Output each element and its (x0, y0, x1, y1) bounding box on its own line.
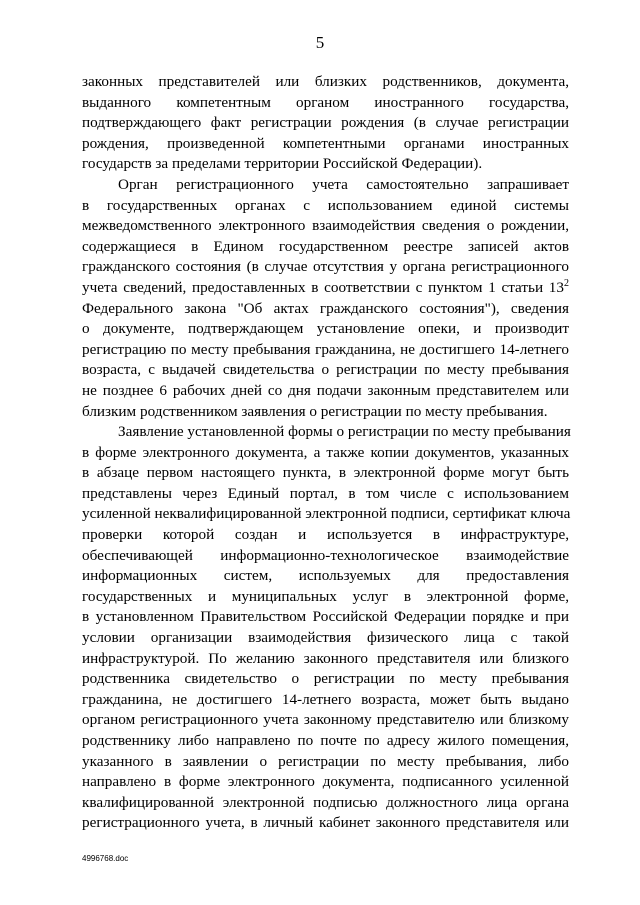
text-line: возраста, с выдачей свидетельства о регистрации по месту пребывания (82, 361, 569, 379)
text-line: квалифицированной электронной подписью должностного лица органа (82, 793, 569, 811)
paragraph-3 (82, 422, 569, 834)
text-line: подтверждающего факт регистрации рождения (в случае регистрации (82, 114, 569, 132)
text-line: близким родственником заявления о регистрации по месту пребывания. (82, 402, 548, 420)
text-line: государств за пределами территории Российской Федерации). (82, 155, 483, 173)
text-line: родственника свидетельство о регистрации по месту пребывания (82, 670, 569, 688)
text-line: гражданина, не достигшего 14-летнего возраста, может быть выдано (82, 690, 569, 708)
paragraph-2 (82, 175, 569, 422)
text-line: гражданского состояния (в случае отсутствия у органа регистрационного (82, 258, 569, 276)
text-line: о документе, подтверждающем установление опеки, и производит (82, 320, 569, 338)
text-line: направлено в форме электронного документа, подписанного усиленной (82, 773, 569, 791)
text-line: информационных систем, используемых для предоставления (82, 567, 569, 585)
text-line: органом регистрационного учета законному представителю или близкому (82, 711, 569, 729)
document-filename: 4996768.doc (82, 854, 129, 863)
text-line: родственнику либо направлено по почте по адресу жилого помещения, (82, 732, 569, 749)
article-superscript: 2 (564, 277, 569, 289)
text-line: Федерального закона "Об актах гражданского состояния"), сведения (82, 299, 569, 317)
text-line: проверки которой создан и используется в инфраструктуре, (82, 526, 569, 544)
text-line: регистрацию по месту пребывания гражданина, не достигшего 14-летнего (82, 340, 569, 358)
text-line: регистрационного учета, в личный кабинет законного представителя или (82, 814, 569, 832)
text-line: законных представителей или близких родственников, документа, (82, 73, 569, 90)
text-line: рождения, произведенной компетентными органами иностранных (82, 134, 569, 152)
text-line: межведомственного электронного взаимодействия сведения о рождении, (82, 217, 569, 235)
paragraph-1 (82, 72, 569, 175)
text-line: в установленном Правительством Российской Федерации порядке и при (82, 608, 569, 626)
text-line: обеспечивающей информационно-технологическое взаимодействие (82, 546, 569, 564)
text-line-with-superscript (82, 278, 569, 299)
text-line: Орган регистрационного учета самостоятельно запрашивает (118, 175, 569, 193)
text-line: Заявление установленной формы о регистрации по месту пребывания (118, 423, 571, 441)
text-line: в государственных органах с использованием единой системы (82, 196, 569, 214)
text-line: указанного в заявлении о регистрации по месту пребывания, либо (82, 752, 569, 770)
text-line: не позднее 6 рабочих дней со дня подачи законным представителем или (82, 381, 569, 399)
text-line-main: учета сведений, предоставленных в соответствии с пунктом 1 статьи 13 (82, 278, 564, 296)
document-body (82, 72, 569, 834)
text-line: усиленной неквалифицированной электронной подписи, сертификат ключа (82, 505, 571, 523)
page-number: 5 (315, 33, 325, 52)
text-line: содержащиеся в Едином государственном реестре записей актов (82, 237, 569, 255)
text-line: государственных и муниципальных услуг в электронной форме, (82, 587, 569, 605)
text-line: в абзаце первом настоящего пункта, в электронной форме могут быть (82, 464, 569, 482)
text-line: в форме электронного документа, а также копии документов, указанных (82, 443, 569, 461)
text-line: условии организации взаимодействия физического лица с такой (82, 629, 569, 647)
text-line: инфраструктурой. По желанию законного представителя или близкого (82, 649, 569, 667)
text-line: выданного компетентным органом иностранного государства, (82, 93, 569, 111)
text-line: представлены через Единый портал, в том числе с использованием (82, 484, 569, 502)
